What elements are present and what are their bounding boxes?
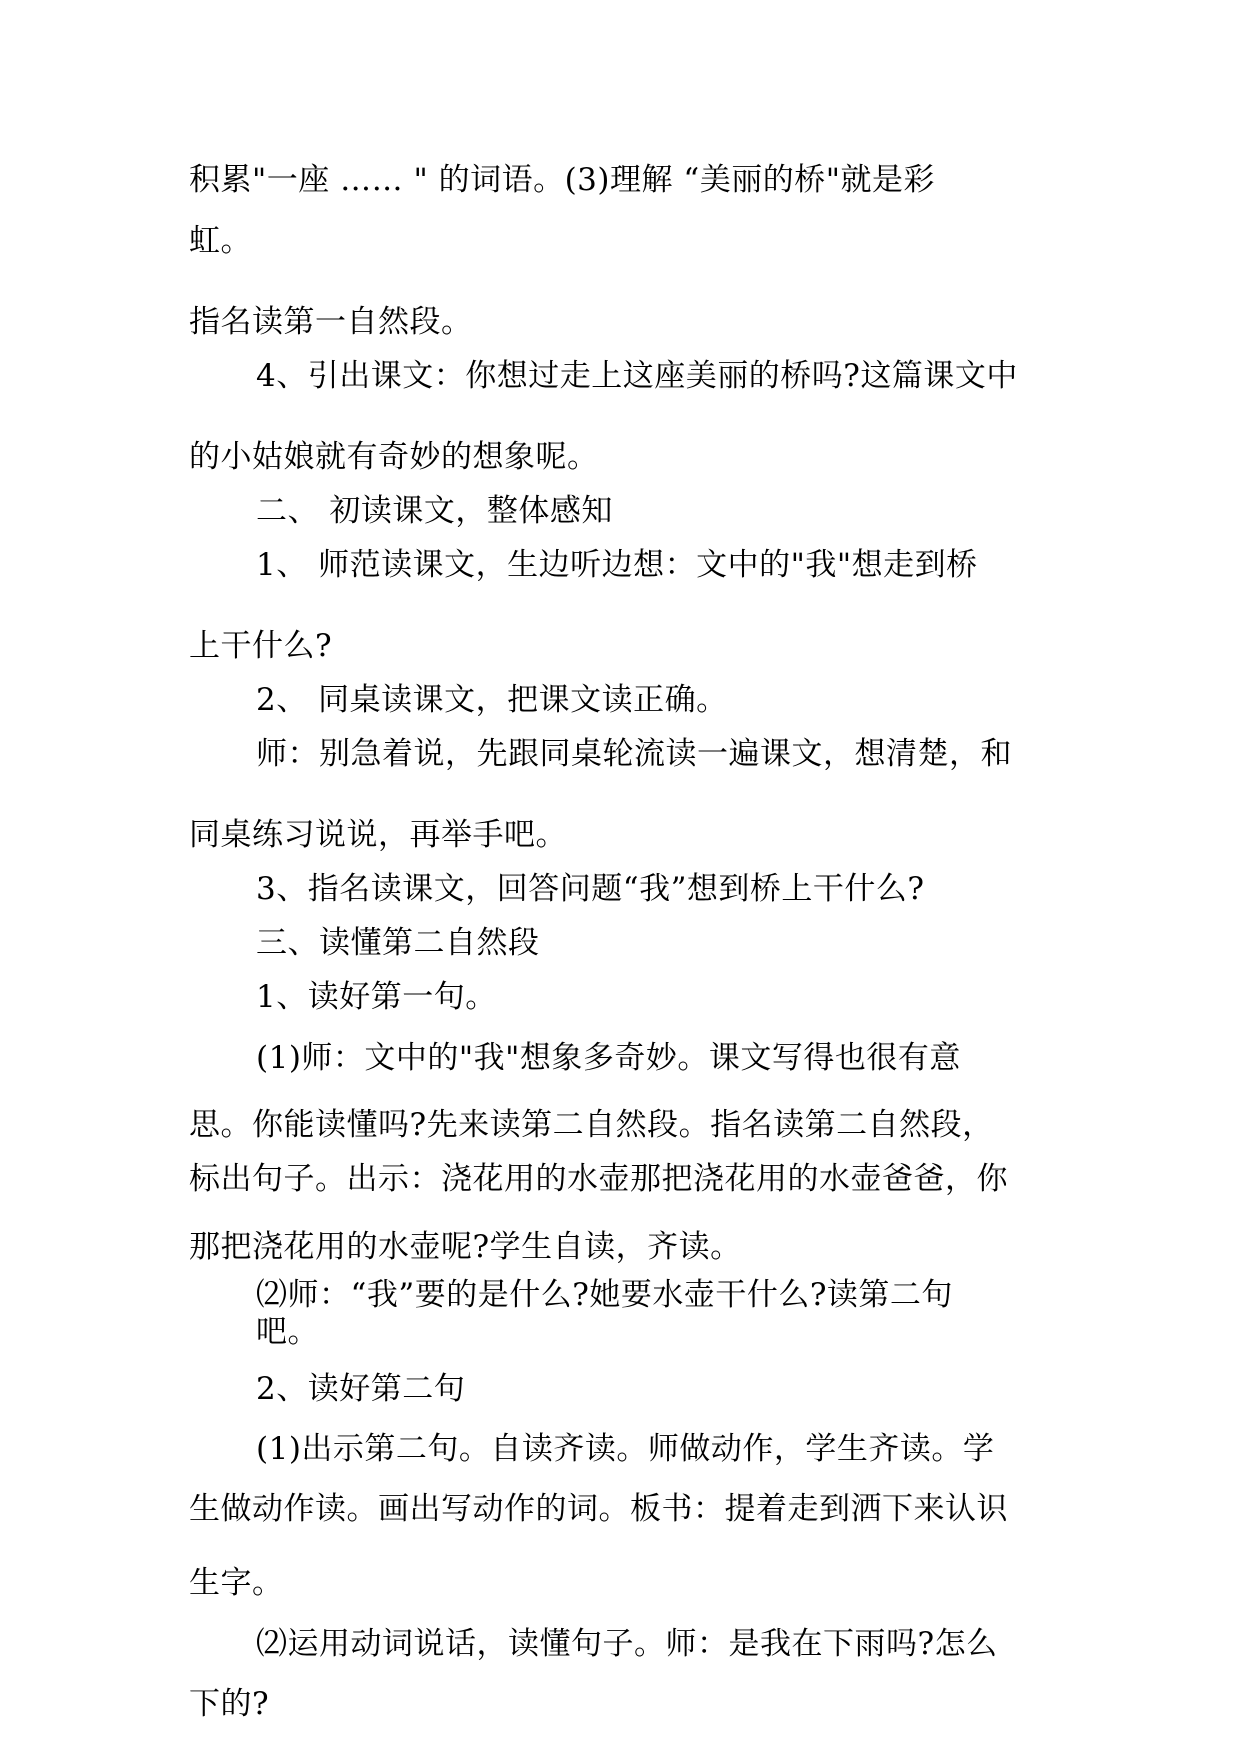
text-line: 生做动作读。画出写动作的词。板书：提着走到洒下来认识	[189, 1491, 1008, 1527]
text-line: ⑵师：“我”要的是什么?她要水壶干什么?读第二句	[256, 1277, 953, 1313]
text-line: 4、引出课文：你想过走上这座美丽的桥吗?这篇课文中	[256, 358, 1018, 394]
section-heading: 二、 初读课文，整体感知	[256, 493, 613, 529]
text-line: ⑵运用动词说话，读懂句子。师：是我在下雨吗?怎么	[256, 1626, 998, 1662]
text-line: (1)师：文中的"我"想象多奇妙。课文写得也很有意	[256, 1040, 961, 1076]
text-line: 3、指名读课文，回答问题“我”想到桥上干什么?	[256, 871, 925, 907]
text-line: 思。你能读懂吗?先来读第二自然段。指名读第二自然段，	[189, 1107, 994, 1143]
text-line: 1、 师范读课文，生边听边想：文中的"我"想走到桥	[256, 547, 978, 583]
text-line: 同桌练习说说，再举手吧。	[189, 817, 567, 853]
text-line: 上干什么?	[189, 628, 333, 664]
text-line: 那把浇花用的水壶呢?学生自读，齐读。	[189, 1229, 742, 1265]
text-line: 标出句子。出示：浇花用的水壶那把浇花用的水壶爸爸，你	[189, 1161, 1008, 1197]
text-line: 2、 同桌读课文，把课文读正确。	[256, 682, 728, 718]
section-heading: 三、读懂第二自然段	[256, 925, 540, 961]
text-line: (1)出示第二句。自读齐读。师做动作，学生齐读。学	[256, 1431, 995, 1467]
text-line: 积累"一座 …… " 的词语。(3)理解 “美丽的桥"就是彩	[189, 162, 935, 198]
text-line: 指名读第一自然段。	[189, 304, 473, 340]
text-line: 吧。	[256, 1314, 319, 1350]
text-line: 1、读好第一句。	[256, 979, 497, 1015]
text-line: 下的?	[189, 1686, 270, 1722]
text-line: 虹。	[189, 223, 252, 259]
text-line: 师：别急着说，先跟同桌轮流读一遍课文，想清楚，和	[256, 736, 1012, 772]
text-line: 的小姑娘就有奇妙的想象呢。	[189, 439, 599, 475]
text-line: 2、读好第二句	[256, 1371, 466, 1407]
text-line: 生字。	[189, 1565, 284, 1601]
